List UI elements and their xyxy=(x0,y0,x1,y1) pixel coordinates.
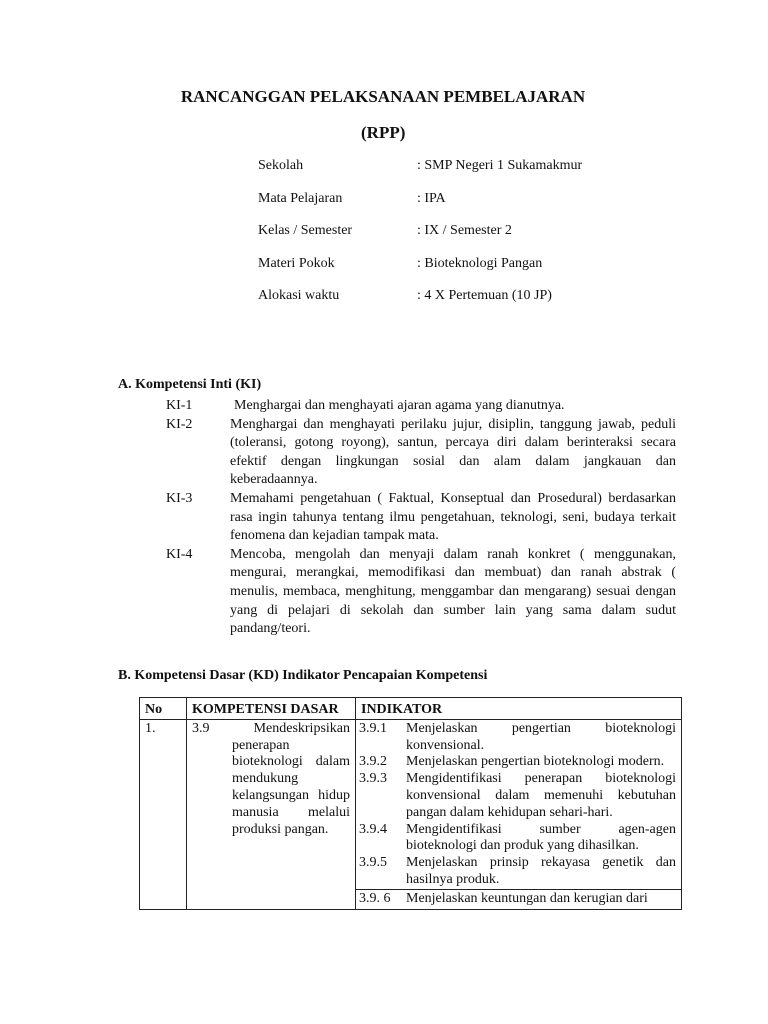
ki-text: Memahami pengetahuan ( Faktual, Konseptual dan Prosedural) berdasarkan rasa ingin tahunya tentang ilmu pengetahuan, teknologi, seni, budaya terkait fenomena dan kejadian tampak mata. xyxy=(230,490,676,544)
table-header-row xyxy=(140,698,682,720)
cell-no: 1. xyxy=(140,719,187,909)
indicator-text: Menjelaskan prinsip rekayasa genetik dan hasilnya produk. xyxy=(406,855,676,887)
table-row xyxy=(140,719,682,909)
header-indikator: INDIKATOR xyxy=(356,698,682,720)
indicator-number: 3.9.3 xyxy=(359,771,387,787)
meta-label: Mata Pelajaran xyxy=(258,190,343,206)
kd-text: 3.9 Mendeskripsikan penerapan bioteknologi dalam mendukung kelangsungan hidup manusia melalui produksi pangan. xyxy=(192,720,350,837)
indicator-text: Menjelaskan pengertian bioteknologi konvensional. xyxy=(406,720,676,753)
indicator-number: 3.9.2 xyxy=(359,754,387,770)
meta-label: Materi Pokok xyxy=(258,255,335,271)
meta-value: : SMP Negeri 1 Sukamakmur xyxy=(417,158,583,173)
ki-code: KI-4 xyxy=(166,546,193,562)
indicator-text: Mengidentifikasi penerapan bioteknologi konvensional dalam memenuhi kebutuhan pangan dalam kehidupan sehari-hari. xyxy=(406,771,676,820)
cell-kompetensi-dasar xyxy=(187,719,356,909)
section-a-heading: A. Kompetensi Inti (KI) xyxy=(118,377,262,392)
indicator-number: 3.9.4 xyxy=(359,821,387,837)
indicator-item xyxy=(359,771,676,821)
indicator-item xyxy=(359,891,676,908)
ki-item xyxy=(166,490,676,546)
ki-code: KI-3 xyxy=(166,490,193,506)
ki-code: KI-2 xyxy=(166,416,193,432)
indicator-number: 3.9. 6 xyxy=(359,890,391,906)
ki-code: KI-1 xyxy=(166,398,193,413)
indicator-item xyxy=(359,754,676,771)
indicator-text: Menjelaskan keuntungan dan kerugian dari xyxy=(406,890,648,906)
meta-label: Kelas / Semester xyxy=(258,223,353,238)
meta-value: : IX / Semester 2 xyxy=(417,223,512,238)
meta-label: Sekolah xyxy=(258,158,304,173)
indicator-list xyxy=(356,720,681,889)
meta-value: : IPA xyxy=(417,190,446,206)
header-no: No xyxy=(140,698,187,720)
meta-label: Alokasi waktu xyxy=(258,288,340,303)
meta-value: : Bioteknologi Pangan xyxy=(417,255,543,271)
indicator-number: 3.9.1 xyxy=(359,720,387,736)
document-title: RANCANGGAN PELAKSANAAN PEMBELAJARAN xyxy=(180,87,586,106)
ki-text: Mencoba, mengolah dan menyaji dalam ranah konkret ( menggunakan, mengurai, merangkai, memodifikasi dan membuat) dan ranah abstrak ( menulis, membaca, menghitung, menggambar dan mengarang) sesuai dengan yang di pelajari di sekolah dan sumber lain yang sama dalam sudut pandang/teori. xyxy=(230,546,676,637)
ki-item xyxy=(166,546,676,639)
header-kompetensi-dasar: KOMPETENSI DASAR xyxy=(187,698,356,720)
indicator-text: Menjelaskan pengertian bioteknologi modern. xyxy=(406,754,665,770)
ki-text: Menghargai dan menghayati ajaran agama yang dianutnya. xyxy=(234,398,565,413)
indicator-text: Mengidentifikasi sumber agen-agen bioteknologi dan produk yang dihasilkan. xyxy=(406,821,676,854)
meta-value: : 4 X Pertemuan (10 JP) xyxy=(417,288,552,303)
indicator-item xyxy=(359,855,676,889)
indicator-item xyxy=(359,721,676,755)
cell-indikator xyxy=(356,719,682,909)
indicator-list-continued xyxy=(356,889,681,909)
section-b-heading: B. Kompetensi Dasar (KD) Indikator Pencapaian Kompetensi xyxy=(118,668,488,683)
ki-item xyxy=(166,397,676,416)
kd-indicator-table xyxy=(139,697,682,910)
ki-item xyxy=(166,416,676,490)
ki-text: Menghargai dan menghayati perilaku jujur, disiplin, tanggung jawab, peduli (toleransi, gotong royong), santun, percaya diri dalam berinteraksi secara efektif dengan lingkungan sosial dan alam dalam jangkauan dan keberadaannya. xyxy=(230,416,676,488)
rpp-label: (RPP) xyxy=(361,123,406,142)
indicator-number: 3.9.5 xyxy=(359,855,387,871)
ki-list xyxy=(166,397,676,639)
indicator-item xyxy=(359,822,676,856)
